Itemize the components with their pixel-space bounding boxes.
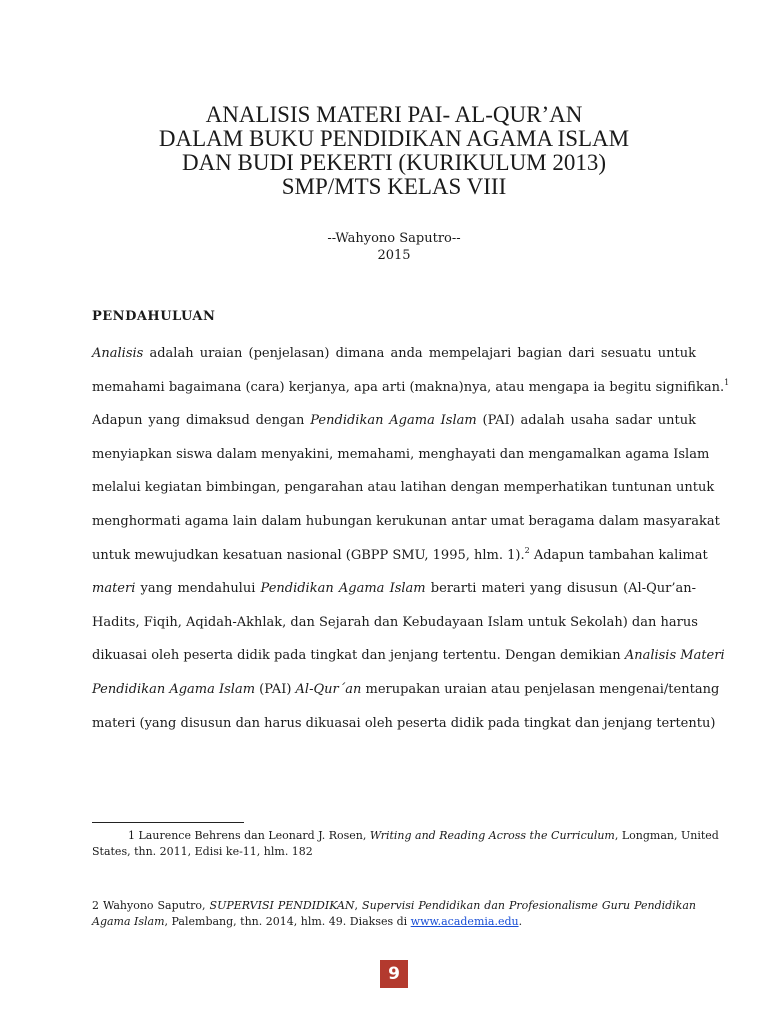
- footnote-book-title: SUPERVISI PENDIDIKAN: [209, 899, 355, 912]
- body-line: menghormati agama lain dalam hubungan kerukunan antar umat beragama dalam masyarakat: [92, 513, 720, 529]
- footnote-subtitle: Supervisi Pendidikan dan Profesionalisme Guru Pendidikan: [362, 899, 696, 912]
- body-text: Adapun tambahan kalimat: [529, 547, 708, 563]
- footnote-text: 2 Wahyono Saputro,: [92, 899, 210, 912]
- body-paragraph: [92, 337, 730, 740]
- body-text: (PAI) adalah usaha sadar untuk: [476, 413, 696, 429]
- body-line: [92, 572, 696, 606]
- footnote-text: , Longman, United: [614, 829, 719, 842]
- body-text: adalah uraian (penjelasan) dimana anda mempelajari bagian dari sesuatu untuk: [143, 346, 696, 361]
- body-line: [92, 639, 725, 673]
- body-text: untuk mewujudkan kesatuan nasional (GBPP SMU, 1995, hlm. 1).: [92, 547, 525, 563]
- body-line: [92, 337, 696, 371]
- term-materi: materi: [92, 581, 136, 597]
- body-line: melalui kegiatan bimbingan, pengarahan atau latihan dengan memperhatikan tuntunan untuk: [92, 480, 715, 496]
- publication-year: 2015: [377, 248, 411, 263]
- body-text: Adapun yang dimaksud dengan: [92, 413, 311, 429]
- body-line: materi (yang disusun dan harus dikuasai oleh peserta didik pada tingkat dan jenjang tertentu): [92, 715, 716, 731]
- footnote-text: 1 Laurence Behrens dan Leonard J. Rosen,: [128, 829, 370, 842]
- term-al-quran: Al-Qur´an: [295, 681, 362, 697]
- academia-link[interactable]: www.academia.edu: [410, 915, 519, 928]
- body-text: dikuasai oleh peserta didik pada tingkat dan jenjang tertentu. Dengan demikian: [92, 648, 625, 664]
- title-line-2: DALAM BUKU PENDIDIKAN AGAMA ISLAM: [158, 126, 630, 151]
- footnote-line: [92, 898, 696, 914]
- title-line-4: SMP/MTS KELAS VIII: [281, 174, 507, 199]
- footnote-2: [92, 898, 696, 930]
- body-line: [92, 371, 730, 405]
- footnote-line: [92, 914, 696, 930]
- body-text: berarti materi yang disusun (Al-Qur’an-: [425, 581, 696, 597]
- page-number-badge: 9: [380, 960, 408, 988]
- author-block: [92, 230, 696, 264]
- term-analisis: Analisis: [92, 346, 144, 361]
- footnote-subtitle: Agama Islam: [92, 915, 165, 928]
- author-name: --Wahyono Saputro--: [327, 231, 461, 246]
- body-line: [92, 673, 720, 707]
- term-pai: Pendidikan Agama Islam: [92, 681, 256, 697]
- footnote-1: [92, 828, 719, 860]
- footnote-ref-1[interactable]: 1: [724, 377, 730, 387]
- footnote-text: .: [518, 915, 523, 928]
- footnote-book-title: Writing and Reading Across the Curriculum: [369, 829, 615, 842]
- footnote-text: ,: [354, 899, 363, 912]
- body-text: (PAI): [255, 681, 296, 697]
- title-line-1: ANALISIS MATERI PAI- AL-QUR’AN: [205, 102, 583, 127]
- term-pai: Pendidikan Agama Islam: [260, 581, 426, 597]
- body-line: [92, 404, 696, 438]
- document-title: [92, 103, 696, 199]
- body-line: [92, 539, 708, 573]
- term-pai: Pendidikan Agama Islam: [310, 413, 477, 429]
- body-text: yang mendahului: [135, 581, 261, 597]
- title-line-3: DAN BUDI PEKERTI (KURIKULUM 2013): [181, 150, 607, 175]
- term-analisis-materi: Analisis Materi: [624, 648, 725, 664]
- footnote-ref-2[interactable]: 2: [524, 545, 530, 555]
- footnote-text: , Palembang, thn. 2014, hlm. 49. Diakses di: [164, 915, 411, 928]
- section-heading: PENDAHULUAN: [92, 309, 216, 324]
- body-text: memahami bagaimana (cara) kerjanya, apa arti (makna)nya, atau mengapa ia begitu signifikan.: [92, 379, 725, 395]
- footnote-divider: [92, 822, 244, 823]
- body-line: Hadits, Fiqih, Aqidah-Akhlak, dan Sejarah dan Kebudayaan Islam untuk Sekolah) dan harus: [92, 614, 698, 630]
- footnote-line: [92, 828, 719, 844]
- footnote-line: States, thn. 2011, Edisi ke-11, hlm. 182: [92, 845, 313, 858]
- body-line: menyiapkan siswa dalam menyakini, memahami, menghayati dan mengamalkan agama Islam: [92, 446, 710, 462]
- body-text: merupakan uraian atau penjelasan mengenai/tentang: [361, 681, 720, 697]
